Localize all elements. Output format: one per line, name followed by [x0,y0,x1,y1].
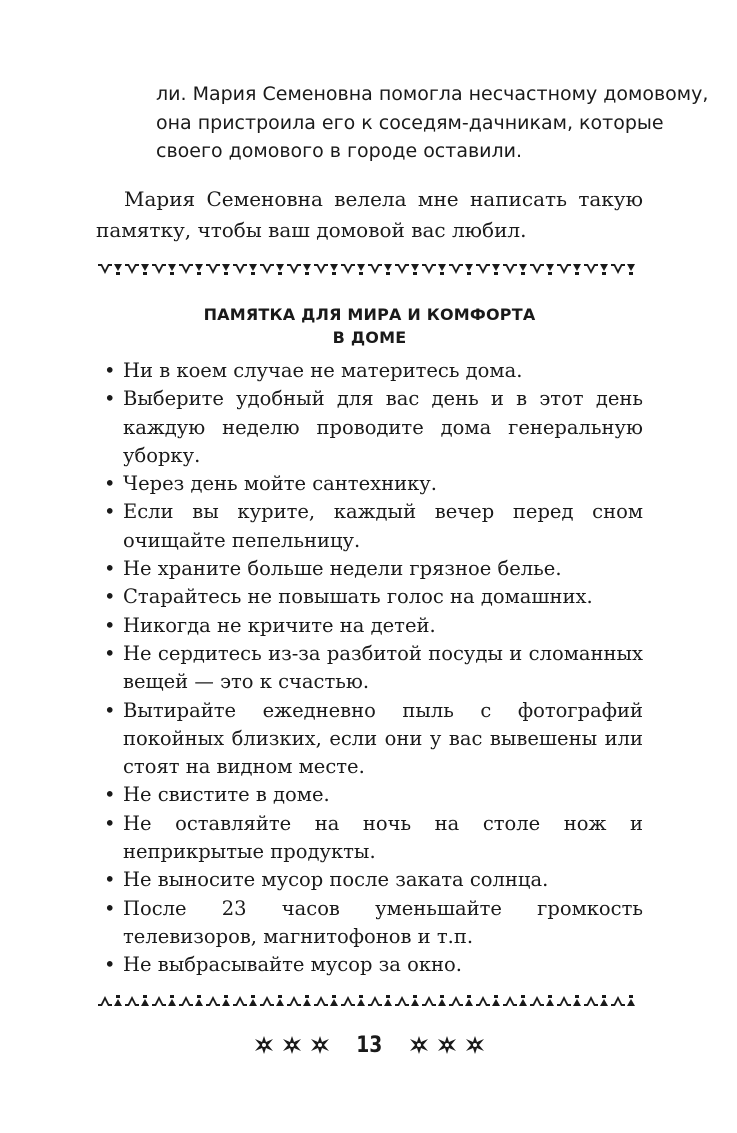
heading-line: ПАМЯТКА ДЛЯ МИРА И КОМФОРТА [203,305,536,324]
heading-line: В ДОМЕ [332,328,407,347]
list-item [96,470,643,498]
ornament-star-icon [310,1035,330,1055]
ornament-star-icon [409,1035,429,1055]
list-item-text: Через день мойте сантехнику. [123,472,437,496]
list-item [96,498,643,555]
folio-ornament-left [254,1035,330,1055]
list-item-text: Старайтесь не повышать голос на домашних. [123,585,593,609]
list-item [96,895,643,952]
bullet: • [104,387,116,411]
bullet: • [104,500,116,524]
section-heading [96,303,643,349]
bullet: • [104,585,116,609]
bullet: • [104,783,116,807]
bullet: • [104,953,116,977]
bullet: • [104,698,116,722]
list-item [96,951,643,979]
list-item [96,385,643,470]
list-item [96,640,643,697]
bullet: • [104,641,116,665]
ornament-star-icon [437,1035,457,1055]
bullet: • [104,472,116,496]
ornamental-border-icon [96,990,643,1012]
list-item-text: Выберите удобный для вас день и в этот день каждую неделю проводите дома генеральную уборку. [123,387,643,467]
list-item-text: Вытирайте ежедневно пыль с фотографий покойных близких, если они у вас вывешены или стоят на видном месте. [123,698,643,779]
quote-line: она пристроила его к соседям-дачникам, которые [156,111,664,134]
bullet: • [104,896,116,920]
ornamental-border-icon [96,258,643,280]
quote-line: ли. Мария Семеновна помогла несчастному домовому, [156,83,709,105]
list-item-text: Не выбрасывайте мусор за окно. [123,953,462,977]
list-item [96,866,643,894]
quote-block [156,80,709,166]
list-item-text: Не храните больше недели грязное белье. [123,557,562,581]
list-item [96,555,643,583]
intro-paragraph: Мария Семеновна велела мне написать такую памятку, чтобы ваш домовой вас любил. [96,187,643,242]
list-item [96,781,643,809]
bullet: • [104,868,116,892]
bullet: • [104,811,116,835]
list-item-text: После 23 часов уменьшайте громкость телевизоров, магнитофонов и т.п. [123,896,643,948]
list-item [96,612,643,640]
list-item [96,810,643,867]
folio-ornament-right [409,1035,485,1055]
list-item [96,357,643,385]
list-item-text: Если вы курите, каждый вечер перед сном очищайте пепельницу. [123,500,643,552]
quote-line: своего домового в городе оставили. [156,140,523,162]
ornament-star-icon [465,1035,485,1055]
ornament-star-icon [254,1035,274,1055]
list-item-text: Не выносите мусор после заката солнца. [123,868,549,892]
list-item-text: Ни в коем случае не материтесь дома. [123,359,523,382]
list-item [96,697,643,782]
page-number: 13 [356,1032,383,1058]
list-item-text: Никогда не кричите на детей. [123,613,436,637]
bullet: • [104,557,116,581]
bullet: • [104,613,116,637]
list-item-text: Не свистите в доме. [123,783,330,807]
page-footer [96,1030,643,1060]
bullet: • [104,359,116,382]
ornament-star-icon [282,1035,302,1055]
list-item-text: Не сердитесь из-за разбитой посуды и сломанных вещей — это к счастью. [123,641,643,694]
list-item-text: Не оставляйте на ночь на столе нож и неприкрытые продукты. [123,811,643,864]
tips-list [96,357,643,980]
list-item [96,583,643,611]
